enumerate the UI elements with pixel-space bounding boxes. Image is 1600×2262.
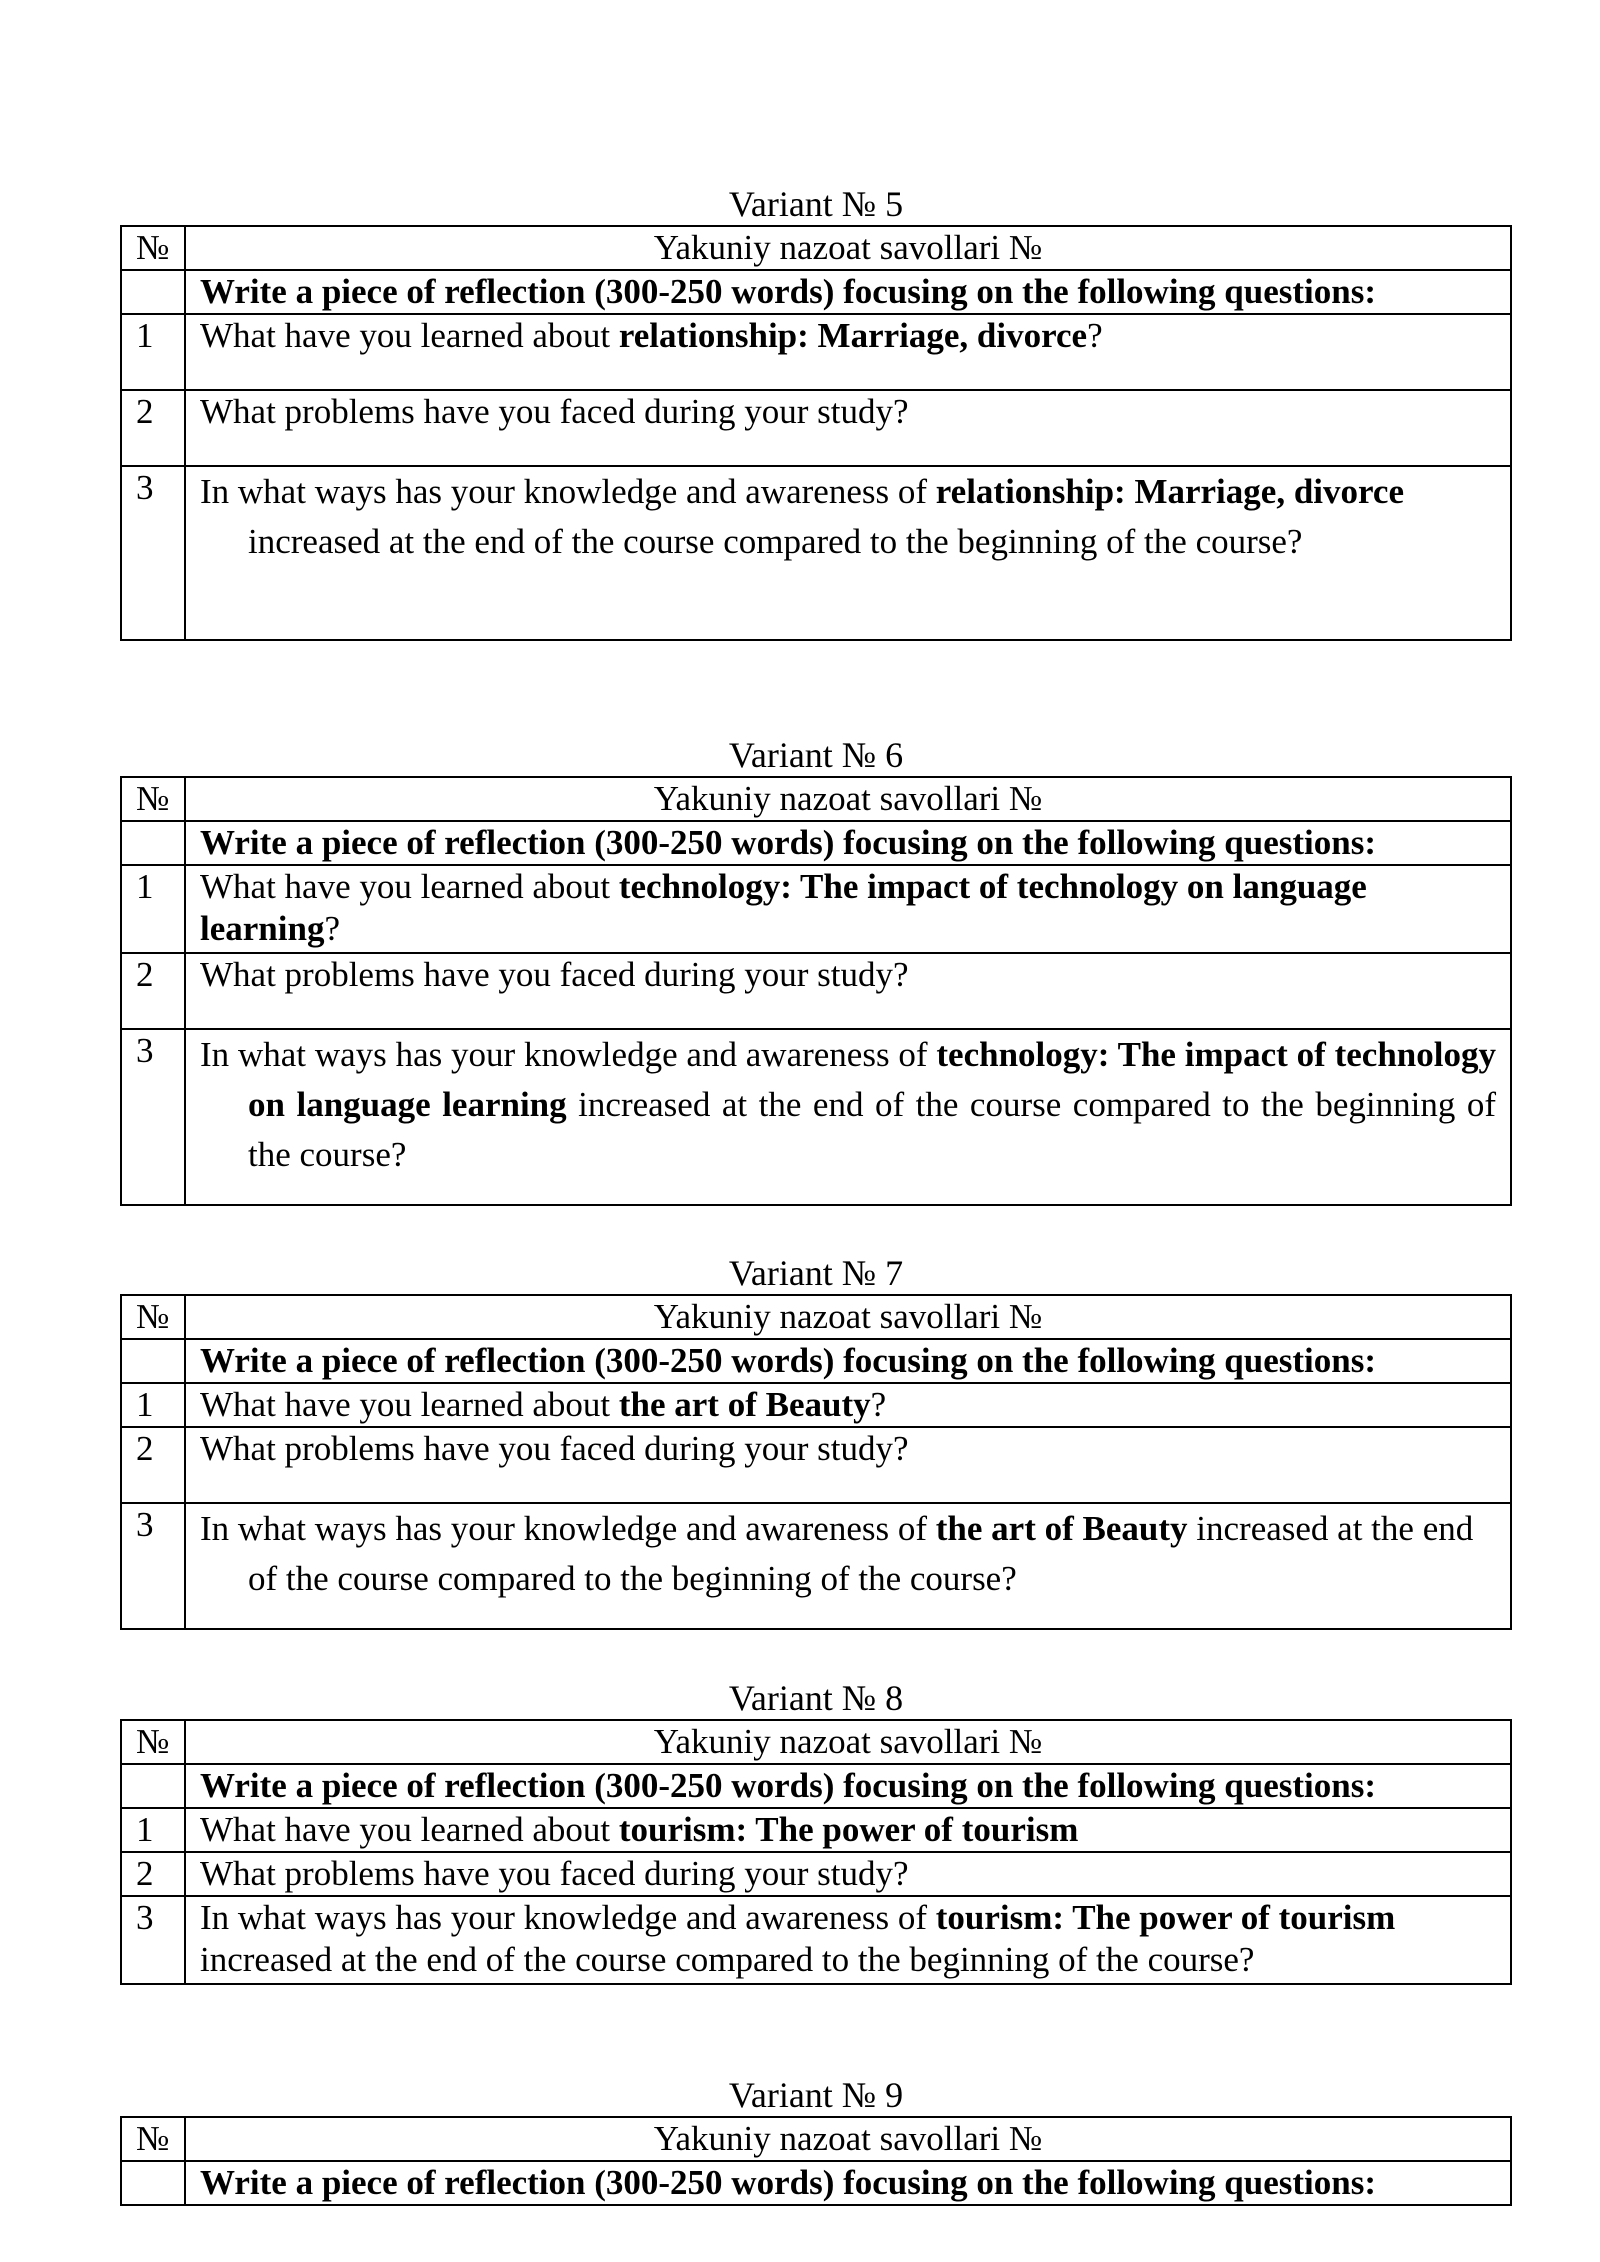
question-text-part: increased at the end of the course compared to the beginning of the course? — [248, 522, 1303, 561]
question-text: What problems have you faced during your study? — [185, 1427, 1511, 1503]
question-text-part: What have you learned about — [200, 1810, 619, 1849]
instruction-text: Write a piece of reflection (300-250 words) focusing on the following questions: — [185, 1339, 1511, 1383]
number-column-header: № — [121, 226, 185, 270]
question-row — [121, 1427, 1511, 1503]
instruction-row — [121, 1764, 1511, 1808]
question-text — [185, 1503, 1511, 1629]
question-row — [121, 1852, 1511, 1896]
question-topic: tourism: The power of tourism — [935, 1898, 1396, 1937]
question-number: 2 — [121, 1427, 185, 1503]
questions-table — [120, 776, 1512, 1206]
question-number: 3 — [121, 1503, 185, 1629]
question-text-part: increased at the end of the course compared to the beginning of the course? — [248, 1509, 1474, 1598]
question-text-part: In what ways has your knowledge and awareness of — [200, 1509, 936, 1548]
table-header-row — [121, 777, 1511, 821]
variant-title: Variant № 7 — [728, 1253, 904, 1293]
question-text-part: increased at the end of the course compared to the beginning of the course? — [248, 1085, 1496, 1174]
variant-title: Variant № 6 — [728, 735, 904, 775]
question-row — [121, 1896, 1511, 1984]
instruction-row — [121, 1339, 1511, 1383]
question-topic: relationship: Marriage, divorce — [618, 316, 1088, 355]
number-column-header: № — [121, 2117, 185, 2161]
question-row — [121, 1503, 1511, 1629]
question-topic: relationship: Marriage, divorce — [935, 472, 1404, 511]
question-topic: tourism: The power of tourism — [618, 1810, 1079, 1849]
table-header-row — [121, 2117, 1511, 2161]
question-row — [121, 1383, 1511, 1427]
question-row — [121, 1808, 1511, 1852]
variant-title: Variant № 9 — [728, 2075, 904, 2115]
question-topic: technology: The impact of technology on language learning — [200, 867, 1367, 948]
empty-cell — [121, 821, 185, 865]
table-header-row — [121, 1295, 1511, 1339]
number-column-header: № — [121, 777, 185, 821]
variant-title: Variant № 5 — [728, 184, 904, 224]
question-text — [185, 1896, 1511, 1984]
question-text: What problems have you faced during your study? — [185, 390, 1511, 466]
number-column-header: № — [121, 1295, 185, 1339]
question-number: 3 — [121, 1029, 185, 1205]
question-text — [185, 865, 1511, 953]
question-text: What problems have you faced during your study? — [185, 953, 1511, 1029]
question-text — [185, 314, 1511, 390]
variant-8 — [120, 1677, 1512, 1985]
question-number: 2 — [121, 1852, 185, 1896]
questions-column-header: Yakuniy nazoat savollari № — [185, 1720, 1511, 1764]
instruction-text: Write a piece of reflection (300-250 words) focusing on the following questions: — [185, 270, 1511, 314]
question-number: 1 — [121, 865, 185, 953]
question-text-part: In what ways has your knowledge and awareness of — [200, 1035, 937, 1074]
instruction-text: Write a piece of reflection (300-250 words) focusing on the following questions: — [185, 1764, 1511, 1808]
variant-5 — [120, 183, 1512, 641]
question-number: 1 — [121, 1383, 185, 1427]
empty-cell — [121, 2161, 185, 2205]
number-column-header: № — [121, 1720, 185, 1764]
instruction-text: Write a piece of reflection (300-250 words) focusing on the following questions: — [185, 821, 1511, 865]
questions-column-header: Yakuniy nazoat savollari № — [185, 226, 1511, 270]
instruction-row — [121, 2161, 1511, 2205]
question-row — [121, 314, 1511, 390]
instruction-row — [121, 821, 1511, 865]
question-text-part: ? — [870, 1385, 887, 1424]
question-number: 1 — [121, 314, 185, 390]
question-text-part: What have you learned about — [200, 867, 619, 906]
question-number: 1 — [121, 1808, 185, 1852]
question-row — [121, 390, 1511, 466]
question-text-part: In what ways has your knowledge and awareness of — [200, 1898, 936, 1937]
question-text-part: What have you learned about — [200, 316, 619, 355]
question-row — [121, 953, 1511, 1029]
question-number: 2 — [121, 390, 185, 466]
question-text-part: In what ways has your knowledge and awareness of — [200, 472, 936, 511]
empty-cell — [121, 270, 185, 314]
table-header-row — [121, 226, 1511, 270]
instruction-row — [121, 270, 1511, 314]
question-topic: technology: The impact of technology on language learning — [248, 1035, 1496, 1124]
question-row — [121, 466, 1511, 640]
empty-cell — [121, 1339, 185, 1383]
questions-table — [120, 225, 1512, 641]
question-topic: the art of Beauty — [935, 1509, 1188, 1548]
question-text-part: increased at the end of the course compared to the beginning of the course? — [200, 1940, 1255, 1979]
question-topic: the art of Beauty — [618, 1385, 871, 1424]
questions-table — [120, 1294, 1512, 1630]
question-text — [185, 1808, 1511, 1852]
question-row — [121, 1029, 1511, 1205]
question-text: What problems have you faced during your study? — [185, 1852, 1511, 1896]
instruction-text: Write a piece of reflection (300-250 words) focusing on the following questions: — [185, 2161, 1511, 2205]
question-text — [185, 466, 1511, 640]
question-text-part: ? — [324, 909, 340, 948]
questions-column-header: Yakuniy nazoat savollari № — [185, 1295, 1511, 1339]
variant-9 — [120, 2074, 1512, 2206]
question-row — [121, 865, 1511, 953]
variant-6 — [120, 734, 1512, 1206]
table-header-row — [121, 1720, 1511, 1764]
question-number: 3 — [121, 466, 185, 640]
questions-table — [120, 2116, 1512, 2206]
questions-column-header: Yakuniy nazoat savollari № — [185, 2117, 1511, 2161]
question-number: 3 — [121, 1896, 185, 1984]
question-text — [185, 1029, 1511, 1205]
question-number: 2 — [121, 953, 185, 1029]
variant-title: Variant № 8 — [728, 1678, 904, 1718]
empty-cell — [121, 1764, 185, 1808]
question-text-part: What have you learned about — [200, 1385, 619, 1424]
variant-7 — [120, 1252, 1512, 1630]
questions-table — [120, 1719, 1512, 1985]
question-text-part: ? — [1087, 316, 1103, 355]
questions-column-header: Yakuniy nazoat savollari № — [185, 777, 1511, 821]
question-text — [185, 1383, 1511, 1427]
